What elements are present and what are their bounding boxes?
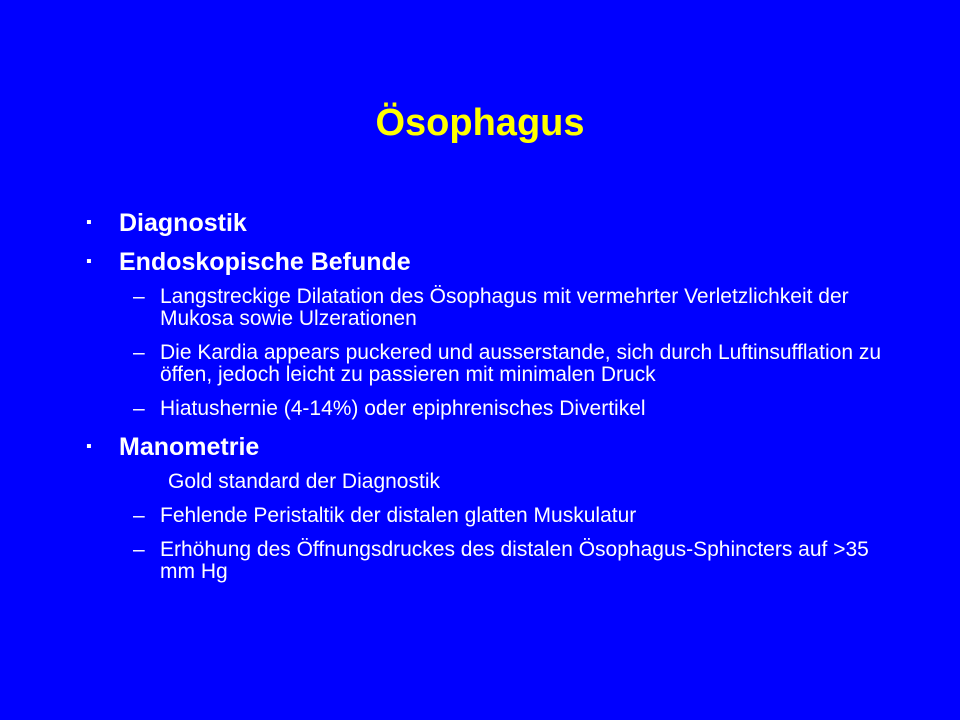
dash-marker-icon: – [133, 341, 145, 364]
bullet-marker-icon: ▪ [86, 253, 92, 270]
sub-item [86, 286, 886, 330]
sub-item-text: Erhöhung des Öffnungsdruckes des distalen Ösophagus-Sphincters auf >35 mm Hg [160, 538, 869, 583]
sub-item [86, 539, 886, 583]
bullet-diagnostik [86, 208, 886, 238]
bullet-heading: Manometrie [119, 433, 260, 461]
dash-marker-icon: – [133, 538, 145, 561]
bullet-marker-icon: ▪ [86, 438, 92, 455]
sub-item-text: Langstreckige Dilatation des Ösophagus mit vermehrter Verletzlichkeit der Mukosa sowie Ulzerationen [160, 285, 849, 330]
sub-item [86, 505, 886, 527]
slide-content [86, 208, 886, 595]
bullet-manometrie [86, 432, 886, 462]
sub-item-text: Hiatushernie (4-14%) oder epiphrenisches Divertikel [160, 397, 646, 420]
bullet-heading: Endoskopische Befunde [119, 248, 411, 276]
dash-marker-icon: – [133, 285, 145, 308]
bullet-marker-icon: ▪ [86, 214, 92, 231]
bullet-endoskopische-befunde [86, 247, 886, 277]
sub-item-text: Fehlende Peristaltik der distalen glatten Muskulatur [160, 504, 637, 527]
section-note: Gold standard der Diagnostik [168, 470, 440, 493]
sub-item-text: Die Kardia appears puckered und ausserstande, sich durch Luftinsufflation zu öffen, jedoch leicht zu passieren mit minimalen Druck [160, 341, 882, 386]
sub-item [86, 398, 886, 420]
dash-marker-icon: – [133, 504, 145, 527]
slide-title: Ösophagus [375, 102, 585, 144]
bullet-heading: Diagnostik [119, 209, 247, 237]
sub-item [86, 342, 886, 386]
dash-marker-icon: – [133, 397, 145, 420]
